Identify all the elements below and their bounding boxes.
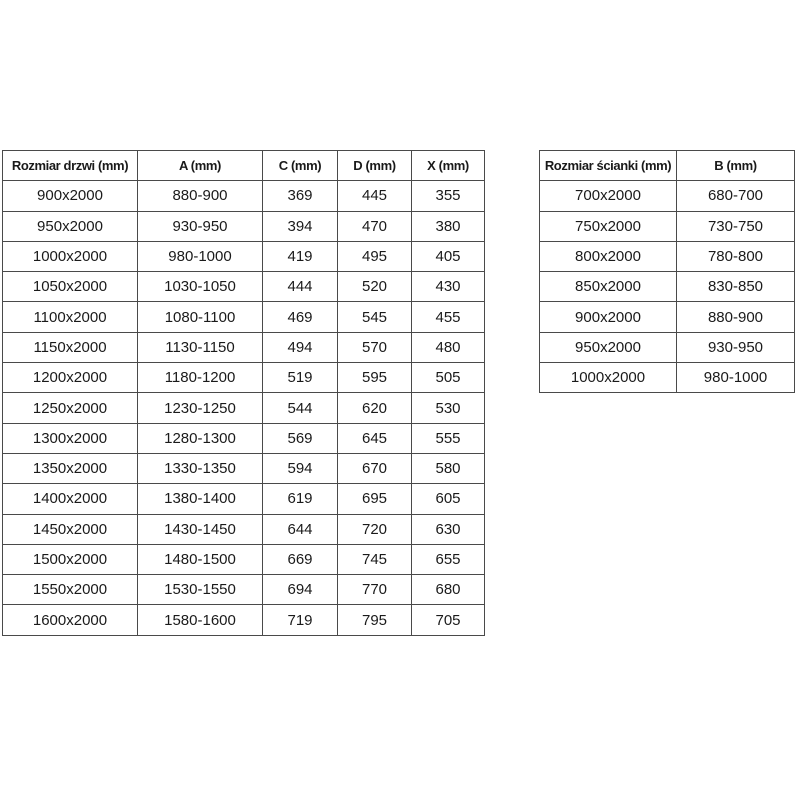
table-cell: 569 [263,423,338,453]
table-cell: 444 [263,272,338,302]
table-cell: 900x2000 [540,302,677,332]
table-cell: 380 [412,211,485,241]
table-row [540,272,795,302]
table-cell: 519 [263,363,338,393]
table-cell: 1550x2000 [3,575,138,605]
table-cell: 1350x2000 [3,453,138,483]
table-cell: 605 [412,484,485,514]
table-cell: 1250x2000 [3,393,138,423]
table-cell: 1230-1250 [138,393,263,423]
table-cell: 1130-1150 [138,332,263,362]
table-cell: 1400x2000 [3,484,138,514]
table-cell: 495 [338,241,412,271]
column-header: Rozmiar ścianki (mm) [540,151,677,181]
table-cell: 580 [412,453,485,483]
table-row [540,181,795,211]
table-cell: 1530-1550 [138,575,263,605]
table-cell: 594 [263,453,338,483]
table-cell: 1300x2000 [3,423,138,453]
table-cell: 655 [412,544,485,574]
table-row [540,241,795,271]
table-row [3,575,485,605]
column-header: A (mm) [138,151,263,181]
table-cell: 680 [412,575,485,605]
table-cell: 520 [338,272,412,302]
table-cell: 570 [338,332,412,362]
table-cell: 900x2000 [3,181,138,211]
table-cell: 1030-1050 [138,272,263,302]
table-cell: 530 [412,393,485,423]
table-cell: 405 [412,241,485,271]
table-row [3,605,485,635]
table-cell: 555 [412,423,485,453]
table-cell: 669 [263,544,338,574]
table-row [3,484,485,514]
table-cell: 930-950 [138,211,263,241]
column-header: X (mm) [412,151,485,181]
wall-sizes-table [539,150,795,393]
header-row [3,151,485,181]
table-cell: 680-700 [677,181,795,211]
table-row [3,363,485,393]
table-cell: 419 [263,241,338,271]
table-cell: 494 [263,332,338,362]
table-cell: 1600x2000 [3,605,138,635]
table-cell: 394 [263,211,338,241]
table-cell: 1500x2000 [3,544,138,574]
table-cell: 595 [338,363,412,393]
table-cell: 1430-1450 [138,514,263,544]
table-row [3,453,485,483]
table-cell: 1180-1200 [138,363,263,393]
table-cell: 720 [338,514,412,544]
table-cell: 730-750 [677,211,795,241]
table-cell: 1580-1600 [138,605,263,635]
table-cell: 1050x2000 [3,272,138,302]
table-row [540,363,795,393]
table-cell: 780-800 [677,241,795,271]
header-row [540,151,795,181]
table-cell: 469 [263,302,338,332]
table-cell: 445 [338,181,412,211]
table-cell: 619 [263,484,338,514]
table-cell: 355 [412,181,485,211]
table-cell: 620 [338,393,412,423]
table-cell: 880-900 [677,302,795,332]
table-row [3,393,485,423]
table-row [540,211,795,241]
table-row [3,302,485,332]
table-cell: 700x2000 [540,181,677,211]
table-row [3,544,485,574]
table-cell: 1200x2000 [3,363,138,393]
table-cell: 980-1000 [138,241,263,271]
table-cell: 1330-1350 [138,453,263,483]
table-cell: 1080-1100 [138,302,263,332]
table-cell: 1280-1300 [138,423,263,453]
door-sizes-table [2,150,485,636]
table-cell: 694 [263,575,338,605]
table-cell: 880-900 [138,181,263,211]
table-cell: 455 [412,302,485,332]
table-row [3,272,485,302]
table-cell: 505 [412,363,485,393]
table-row [3,514,485,544]
column-header: B (mm) [677,151,795,181]
table-cell: 369 [263,181,338,211]
table-cell: 1380-1400 [138,484,263,514]
table-cell: 545 [338,302,412,332]
table-row [3,332,485,362]
table-cell: 950x2000 [3,211,138,241]
table-cell: 930-950 [677,332,795,362]
table-cell: 670 [338,453,412,483]
table-cell: 1000x2000 [3,241,138,271]
table-cell: 800x2000 [540,241,677,271]
table-cell: 430 [412,272,485,302]
table-cell: 1150x2000 [3,332,138,362]
table-cell: 1000x2000 [540,363,677,393]
table-cell: 850x2000 [540,272,677,302]
table-cell: 544 [263,393,338,423]
table-cell: 719 [263,605,338,635]
table-cell: 630 [412,514,485,544]
column-header: D (mm) [338,151,412,181]
table-cell: 1480-1500 [138,544,263,574]
table-cell: 795 [338,605,412,635]
table-cell: 644 [263,514,338,544]
table-cell: 645 [338,423,412,453]
table-row [540,302,795,332]
table-cell: 695 [338,484,412,514]
table-cell: 705 [412,605,485,635]
table-row [3,211,485,241]
table-row [540,332,795,362]
table-cell: 770 [338,575,412,605]
table-row [3,241,485,271]
table-cell: 470 [338,211,412,241]
table-cell: 745 [338,544,412,574]
table-cell: 750x2000 [540,211,677,241]
column-header: C (mm) [263,151,338,181]
table-cell: 1100x2000 [3,302,138,332]
table-row [3,181,485,211]
table-cell: 1450x2000 [3,514,138,544]
column-header: Rozmiar drzwi (mm) [3,151,138,181]
table-cell: 950x2000 [540,332,677,362]
table-cell: 830-850 [677,272,795,302]
table-cell: 980-1000 [677,363,795,393]
table-cell: 480 [412,332,485,362]
table-row [3,423,485,453]
